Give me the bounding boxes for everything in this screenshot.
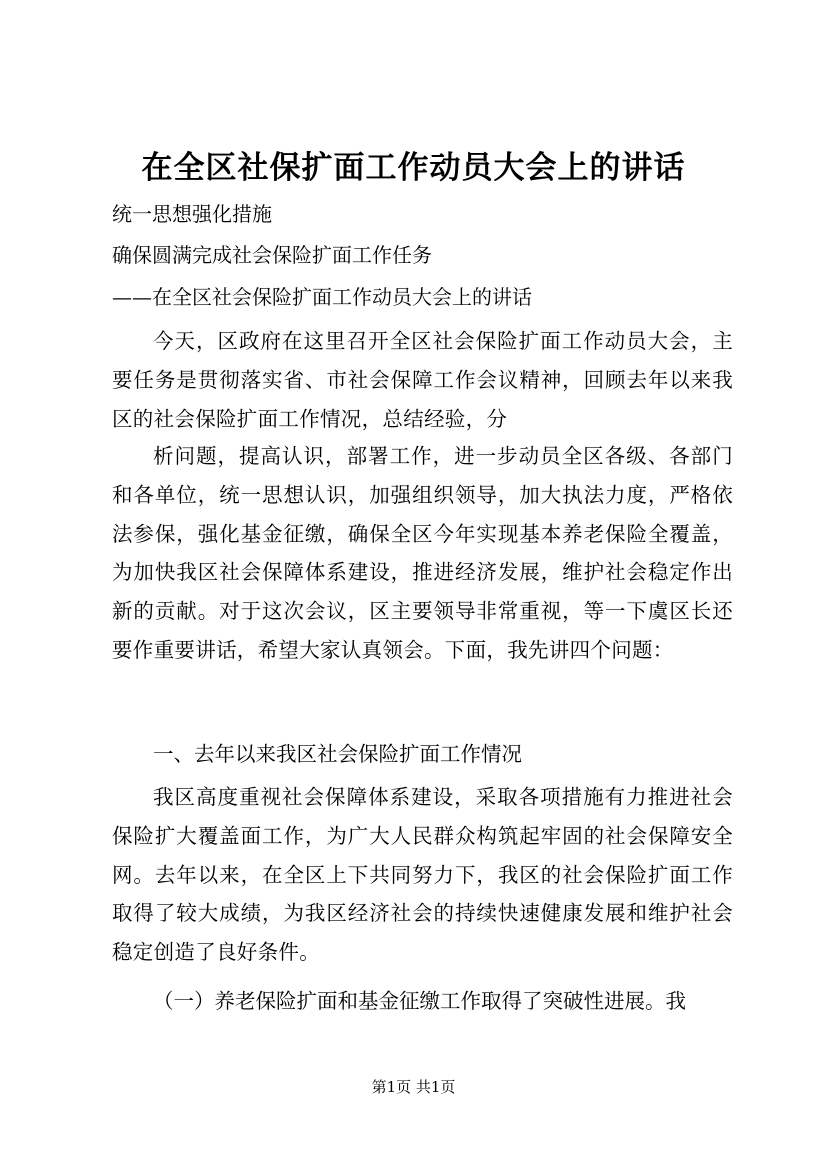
paragraph-intro: 今天，区政府在这里召开全区社会保险扩面工作动员大会，主要任务是贯彻落实省、市社会保障工作会议精神，回顾去年以来我区的社会保险扩面工作情况，总结经验，分 (112, 329, 733, 431)
subtitle-line-1: 统一思想强化措施 (112, 202, 272, 226)
page-footer: 第1页 共1页 (371, 1078, 456, 1096)
paragraph-overview: 我区高度重视社会保障体系建设，采取各项措施有力推进社会保险扩大覆盖面工作，为广大人民群众构筑起牢固的社会保障安全网。去年以来，在全区上下共同努力下，我区的社会保险扩面工作取得了较大成绩，为我区经济社会的持续快速健康发展和维护社会稳定创造了良好条件。 (112, 785, 733, 965)
subtitle-line-3: ——在全区社会保险扩面工作动员大会上的讲话 (112, 285, 532, 309)
section-heading: 一、去年以来我区社会保险扩面工作情况 (153, 742, 522, 766)
paragraph-analysis: 析问题，提高认识，部署工作，进一步动员全区各级、各部门和各单位，统一思想认识，加强组织领导，加大执法力度，严格依法参保，强化基金征缴，确保全区今年实现基本养老保险全覆盖，为加快我区社会保障体系建设，推进经济发展，维护社会稳定作出新的贡献。对于这次会议，区主要领导非常重视，等一下虞区长还要作重要讲话，希望大家认真领会。下面，我先讲四个问题： (112, 444, 733, 662)
subsection-heading: （一）养老保险扩面和基金征缴工作取得了突破性进展。我 (153, 989, 686, 1013)
document-title: 在全区社保扩面工作动员大会上的讲话 (141, 150, 686, 186)
subtitle-line-2: 确保圆满完成社会保险扩面工作任务 (112, 243, 432, 267)
